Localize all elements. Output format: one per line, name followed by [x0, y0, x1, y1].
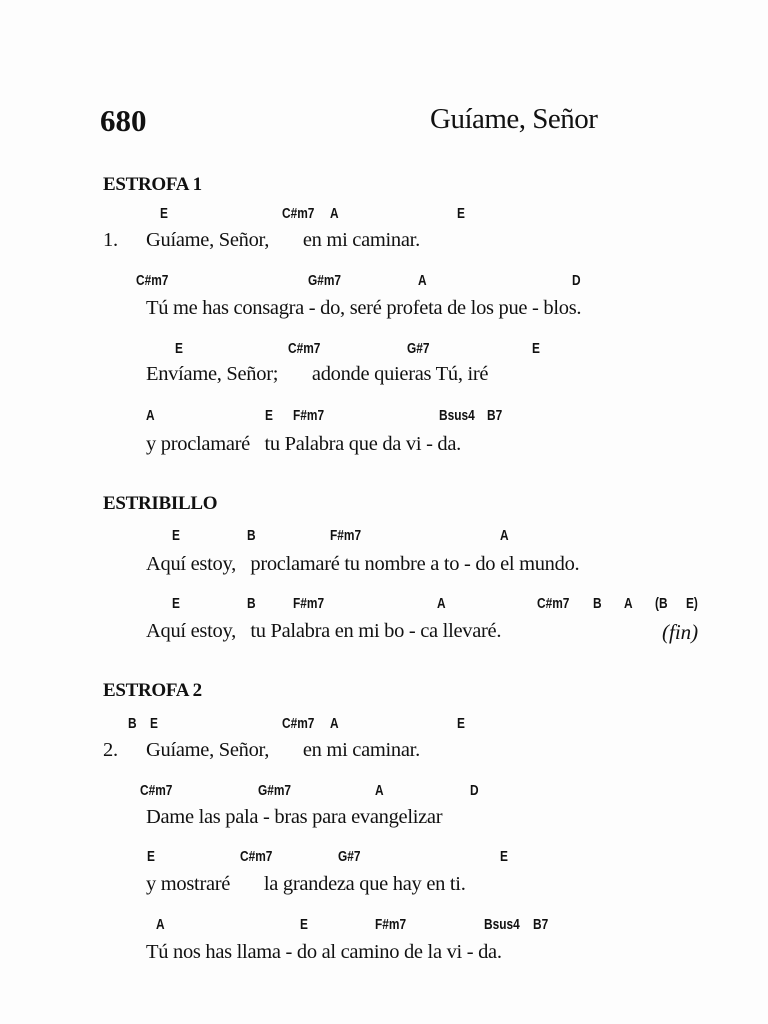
chord: E [172, 596, 180, 612]
chord: G#m7 [258, 783, 292, 799]
chord: A [437, 596, 446, 612]
chord: G#7 [407, 341, 430, 357]
lyric-line: y mostraré la grandeza que hay en ti. [146, 873, 466, 895]
chord: C#m7 [288, 341, 321, 357]
chord: E [457, 206, 465, 222]
chord: C#m7 [240, 849, 273, 865]
chord: A [146, 408, 155, 424]
verse-number: 1. [103, 229, 118, 251]
chord: D [470, 783, 479, 799]
chord: E [147, 849, 155, 865]
chord: C#m7 [136, 273, 169, 289]
hymn-number: 680 [100, 103, 147, 138]
section-heading-estribillo: ESTRIBILLO [103, 493, 218, 514]
chord: E [160, 206, 168, 222]
chord: D [572, 273, 581, 289]
chord: E) [686, 596, 698, 612]
chord: C#m7 [537, 596, 570, 612]
chord: A [330, 206, 339, 222]
chord: E [457, 716, 465, 732]
chord: A [418, 273, 427, 289]
chord: G#7 [338, 849, 361, 865]
chord: E [150, 716, 158, 732]
chord: C#m7 [282, 206, 315, 222]
lyric-line: Guíame, Señor, en mi caminar. [146, 739, 420, 761]
chord: B7 [487, 408, 503, 424]
chord: B [247, 596, 256, 612]
chord: B [593, 596, 602, 612]
lyric-line: Guíame, Señor, en mi caminar. [146, 229, 420, 251]
chord: C#m7 [282, 716, 315, 732]
chord: F#m7 [330, 528, 362, 544]
chord: Bsus4 [484, 917, 520, 933]
chord: F#m7 [293, 596, 325, 612]
lyric-line: Tú nos has llama - do al camino de la vi - da. [146, 941, 502, 963]
lyric-line: Envíame, Señor; adonde quieras Tú, iré [146, 363, 489, 385]
chord: B7 [533, 917, 549, 933]
chord: E [265, 408, 273, 424]
lyric-line: Tú me has consagra - do, seré profeta de los pue - blos. [146, 297, 582, 319]
chord: F#m7 [375, 917, 407, 933]
section-heading-estrofa-2: ESTROFA 2 [103, 680, 202, 701]
chord: B [247, 528, 256, 544]
chord: A [330, 716, 339, 732]
lyric-line: y proclamaré tu Palabra que da vi - da. [146, 433, 461, 455]
chord: E [172, 528, 180, 544]
lyric-line: Dame las pala - bras para evangelizar [146, 806, 443, 828]
chord: E [532, 341, 540, 357]
chord: A [500, 528, 509, 544]
chord: C#m7 [140, 783, 173, 799]
chord: A [624, 596, 633, 612]
chord: B [128, 716, 137, 732]
verse-number: 2. [103, 739, 118, 761]
chord: G#m7 [308, 273, 342, 289]
chord: A [375, 783, 384, 799]
lyric-line: Aquí estoy, proclamaré tu nombre a to - do el mundo. [146, 553, 580, 575]
chord: (B [655, 596, 668, 612]
end-mark: (fin) [662, 620, 699, 644]
chord: E [175, 341, 183, 357]
chord: E [300, 917, 308, 933]
chord: A [156, 917, 165, 933]
chord: E [500, 849, 508, 865]
section-heading-estrofa-1: ESTROFA 1 [103, 174, 202, 195]
chord: Bsus4 [439, 408, 475, 424]
lyric-line: Aquí estoy, tu Palabra en mi bo - ca llevaré. [146, 620, 502, 642]
chord: F#m7 [293, 408, 325, 424]
hymn-title: Guíame, Señor [430, 103, 598, 135]
